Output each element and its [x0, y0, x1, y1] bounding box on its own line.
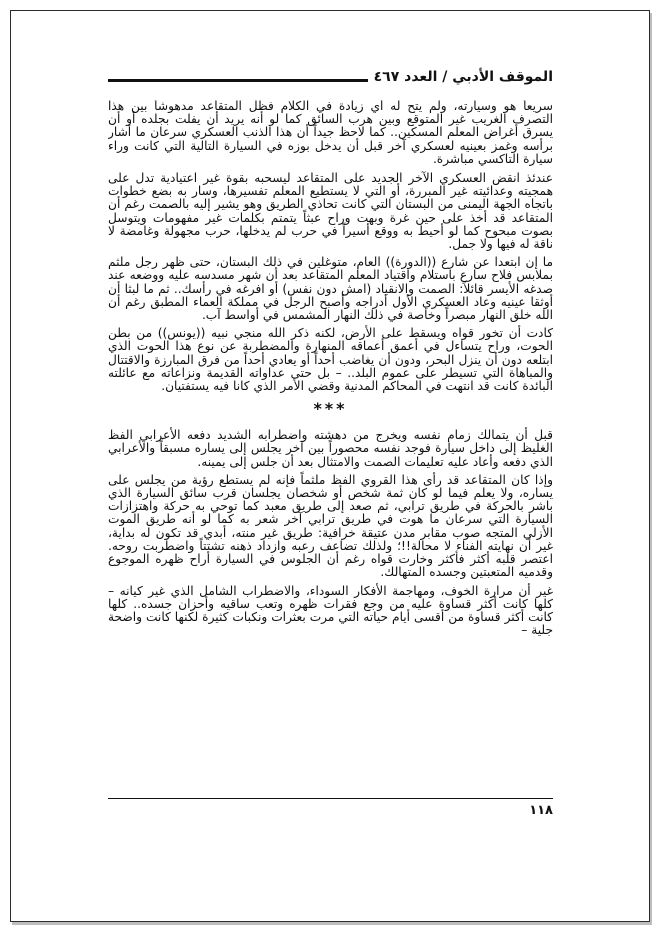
- footer-rule: [108, 798, 553, 799]
- paragraph: غير أن مرارة الخوف، ومهاجمة الأفكار السوداء، والاضطراب الشامل الذي غير كيانه – كلها كانت أكثر قساوة عليه من وجع فقرات ظهره وتعب ساقيه وأحزان جسده.. كلها كانت أكثر قساوة من أقسى أيام حياته التي مرت بعثرات ونكبات كثيرة لكنها كانت واضحة جلية –: [108, 583, 553, 638]
- paragraph: وإذا كان المتقاعد قد رأى هذا القروي الفظ ملثماً فإنه لم يستطع رؤية من يجلس على يساره، ولا يعلم فيما لو كان ثمة شخص أو شخصان يجلسان قرب سائق السيارة الذي باشر بالحركة في طريق ترابي، ثم صعد إلى طريق معبد كما توحي به حركة واهتزازات السيارة التي سرعان ما هوت في طريق ترابي آخر شعر به كما لو أنه طريق الموت الأزلي المتجه صوب مقابر مدن عتيقة خرافية: طريق غير منته، أبدي قد تكون له بداية، غير أن نهايته الفناء لا محالة!!؛ ولذلك تضاعف رعبه وازداد ذهنه تشتتاً واضطربت روحه. اعتصر قلبه أكثر فأكثر وخارت قواه رغم أن الجلوس في السيارة أراح ظهره الموجوع وقدميه المتعبتين وجسده المتهالك.: [108, 472, 553, 580]
- section-separator: ***: [313, 399, 348, 419]
- paragraph: سريعاً هو وسيارته، ولم يتح له أي زيادة في الكلام فظل المتقاعد مدهوشاً بين هذا التصرف الغريب غير المتوقع وبين هرب السائق كما لو أنه يريد أن يفلت بجلده أو أن يسرق أغراض المعلم المسكين.. كما لاحظ جيداً أن هذا الذنب العسكري سرعان ما أشار برأسه وغمز بعينيه لعسكري آخر قبل أن يدخل بوزه في السيارة التالية التي كانت وراء سيارة التاكسي مباشرة.: [108, 100, 553, 166]
- paragraph: عندئذ انقض العسكري الآخر الجديد على المتقاعد ليسحبه بقوة غير اعتيادية تدل على همجيته وعدائيته غير المبررة، أو التي لا يستطيع المعلم تفسيرها، وسار به بضع خطوات باتجاه الجهة اليمنى من البستان التي كانت تحاذي الطريق وهو يشير إليه بالصمت رغم أن المتقاعد قد أخذ على حين غرة وبهت وراح عبثاً يتمتم بكلمات غير مفهومات ويتوسل بصوت مبحوح كما لو أحيط به ووقع أسيراً في حرب لم يدخلها، حرب مجهولة وغامضة لا ناقة له فيها ولا جمل.: [108, 171, 553, 252]
- running-header: [108, 62, 553, 86]
- header-rule: [108, 79, 368, 82]
- page-number: ١١٨: [529, 803, 553, 818]
- paragraph: ما إن ابتعدا عن شارع ((الدورة)) العام، متوغلين في ذلك البستان، حتى ظهر رجل ملثم بملابس فلاح سارع باستلام واقتياد المعلم المتقاعد بعد أن شهر مسدسه عليه ووضعه عند صدغه الأيسر قائلاً: الصمت والانقياد (امش دون نفس) أو افرغه في رأسك.. ثم ما لبثا أن أوثقا عينيه وعاد العسكري الأول أدراجه وأصبح الرجل في مملكة العماء المطبق رغم أن الله خلق النهار مبصراً وخاصة في ذلك النهار المشمس في أواسط آب.: [108, 255, 553, 323]
- paragraph: كادت أن تخور قواه ويسقط على الأرض، لكنه ذكر الله منجي نبيه ((يونس)) من بطن الحوت، وراح يتساءل في أعمق أعماقه المنهارة والمضطربة عن نوع هذا الحوت الذي ابتلعه دون أن ينزل البحر، ودون أن يغاضب أحداً أو يعادي أحداً من فرق المبارزة والاقتتال والمباهاة التي تسيطر على عموم البلد.. – بل حتى عداواته القديمة ونزاعاته مع عائلته البائدة كانت قد انتهت في المحاكم المدنية وقضي الأمر الذي كانا فيه يستفتيان.: [108, 326, 553, 394]
- article-body: [108, 100, 553, 790]
- journal-title: الموقف الأدبي / العدد ٤٦٧: [373, 69, 553, 85]
- paragraph: قبل أن يتمالك زمام نفسه ويخرج من دهشته واضطرابه الشديد دفعه الأعرابي الفظ الغليظ إلى داخل سيارة فوجد نفسه محصوراً بين آخر يجلس إلى يساره مسبقاً والأعرابي الذي دفعه وأعاد عليه تعليمات الصمت والامتثال بعد أن جلس إلى يمينه.: [108, 428, 553, 469]
